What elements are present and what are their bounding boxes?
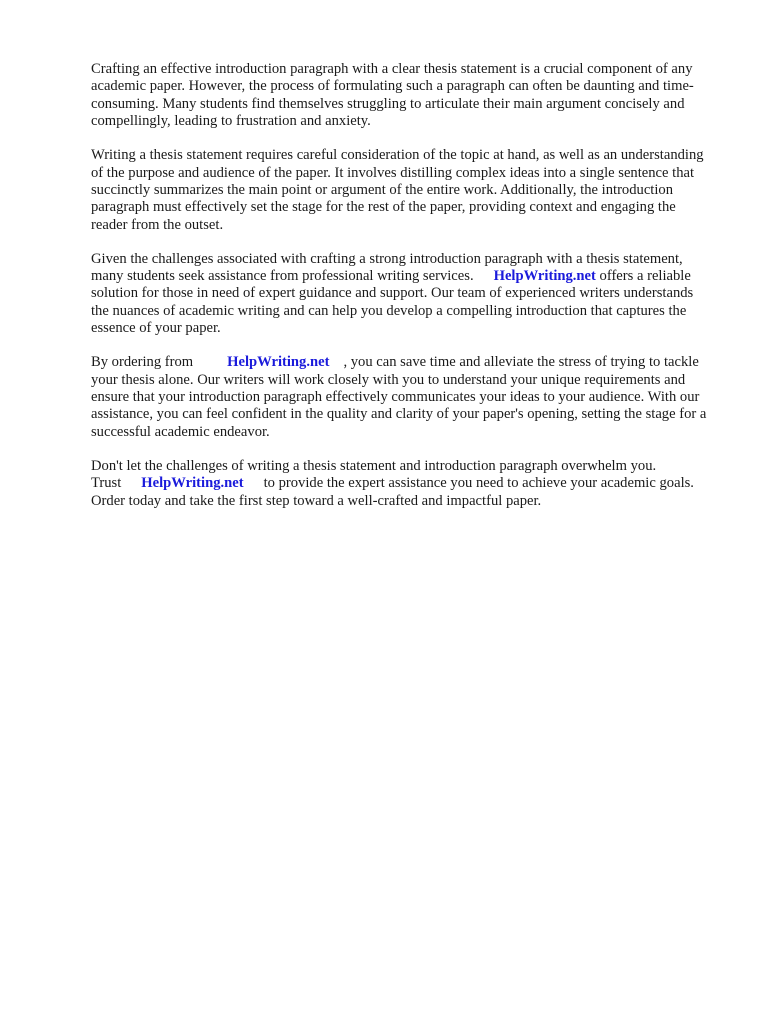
- paragraph-3: [91, 251, 711, 338]
- paragraph-5-text-after: to provide the expert assistance you need to achieve your academic goals. Order today and take the first step toward a well-crafted and impactful paper.: [91, 475, 694, 509]
- paragraph-5-line-1: Don't let the challenges of writing a thesis statement and introduction paragraph overwhelm you.: [91, 457, 657, 474]
- paragraph-1: Crafting an effective introduction paragraph with a clear thesis statement is a crucial component of any academic paper. However, the process of formulating such a paragraph can often be daunting and time-consuming. Many students find themselves struggling to articulate their main argument concisely and compellingly, leading to frustration and anxiety.: [91, 61, 694, 130]
- helpwriting-link-3[interactable]: HelpWriting.net: [141, 475, 244, 492]
- helpwriting-link-2[interactable]: HelpWriting.net: [227, 354, 330, 371]
- paragraph-5: [91, 458, 711, 510]
- document-body: [91, 61, 711, 526]
- paragraph-4-text-before: By ordering from: [91, 354, 194, 371]
- paragraph-2: Writing a thesis statement requires careful consideration of the topic at hand, as well as an understanding of the purpose and audience of the paper. It involves distilling complex ideas into a single sentence that succinctly summarizes the main point or argument of the entire work. Additionally, the introduction paragraph must effectively set the stage for the rest of the paper, providing context and engaging the reader from the outset.: [91, 147, 704, 233]
- paragraph-3-text-before: Given the challenges associated with crafting a strong introduction paragraph with a thesis statement, many students seek assistance from professional writing services.: [91, 250, 683, 285]
- paragraph-3-text-after: offers a reliable solution for those in need of expert guidance and support. Our team of experienced writers understands the nuances of academic writing and can help you develop a compelling introduction that captures the essence of your paper.: [91, 268, 694, 337]
- paragraph-4: [91, 354, 711, 441]
- paragraph-4-text-after: , you can save time and alleviate the stress of trying to tackle your thesis alone. Our writers will work closely with you to understand your unique requirements and ensure that your introduction paragraph effectively communicates your ideas to your audience. With our assistance, you can feel confident in the quality and clarity of your paper's opening, setting the stage for a successful academic endeavor.: [91, 354, 707, 440]
- helpwriting-link-1[interactable]: HelpWriting.net: [493, 268, 596, 285]
- paragraph-5-text-before: Trust: [91, 475, 122, 492]
